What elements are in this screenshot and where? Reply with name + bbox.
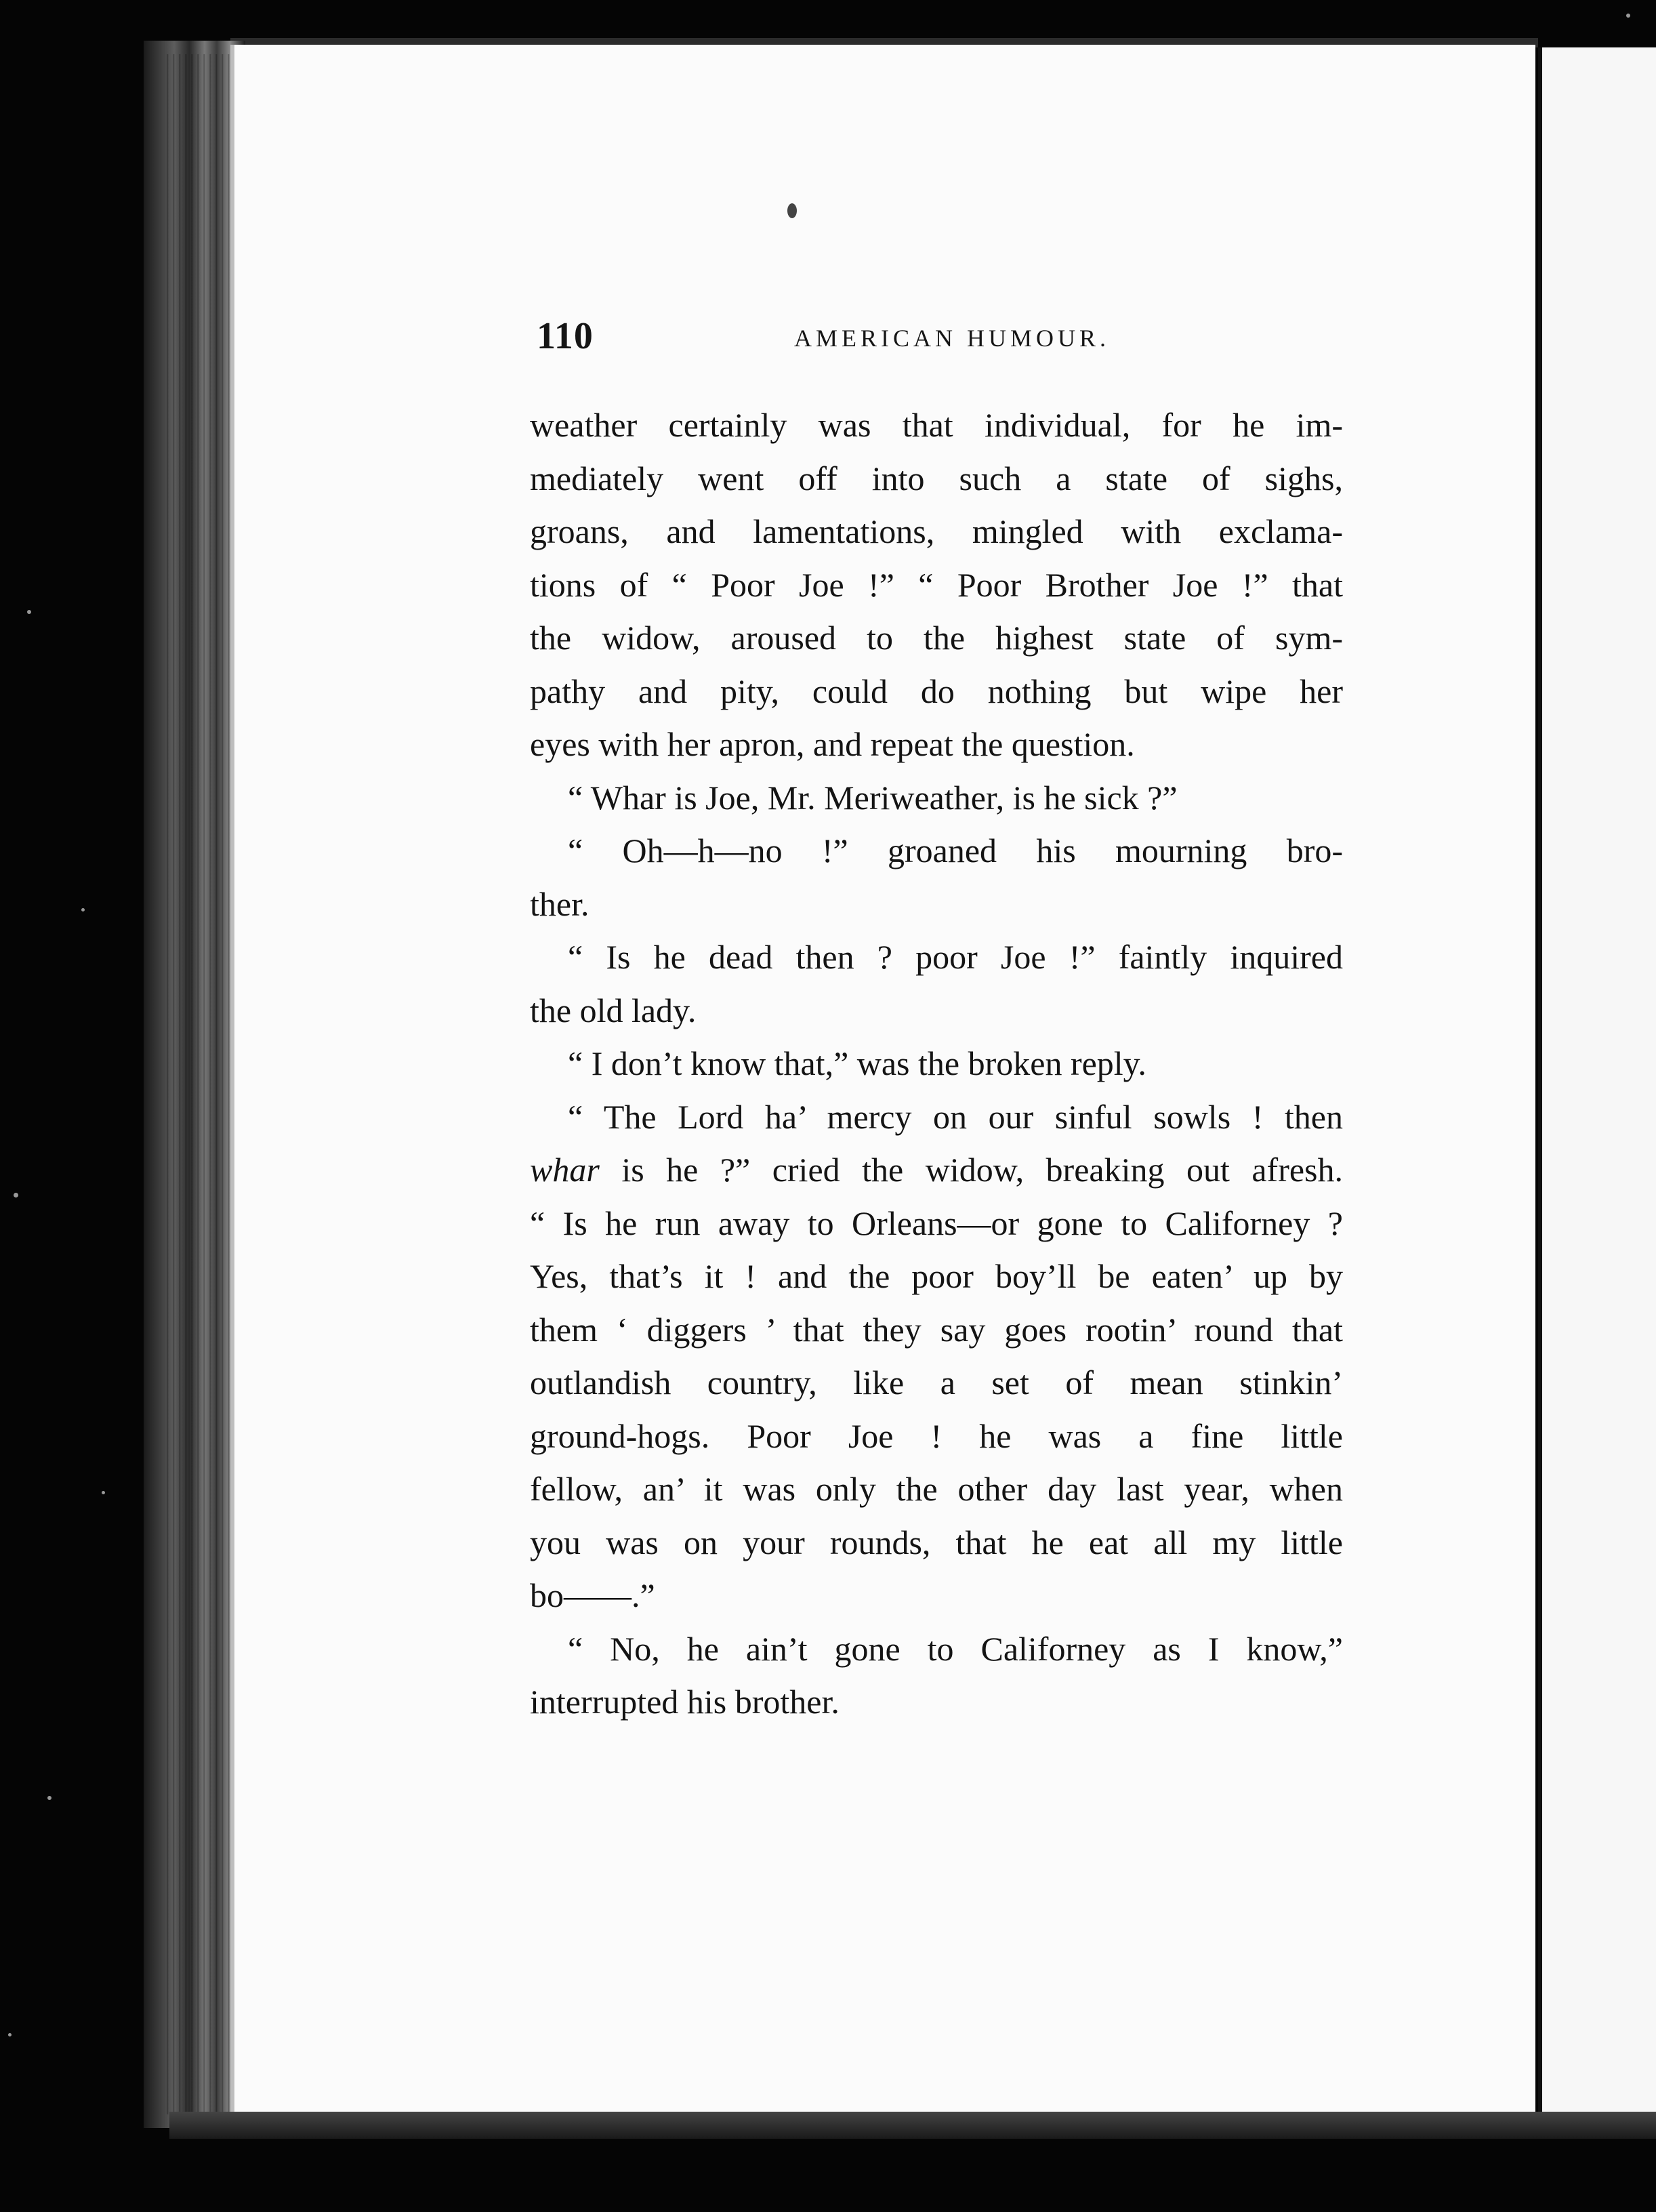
page-number: 110 (537, 315, 594, 357)
text-line: bo——.” (530, 1576, 655, 1614)
speckle (102, 1491, 105, 1494)
text-line: groans, and lamentations, mingled with exclama- (530, 512, 1343, 550)
text-line: “ Oh—h—no !” groaned his mourning bro- (568, 832, 1343, 869)
speckle (8, 2033, 12, 2036)
text-line-rest: is he ?” cried the widow, breaking out afresh. (621, 1151, 1344, 1189)
text-line: “ Whar is Joe, Mr. Meriweather, is he sick ?” (568, 778, 1178, 817)
text-line: Yes, that’s it ! and the poor boy’ll be eaten’ up by (530, 1257, 1343, 1295)
text-line: eyes with her apron, and repeat the question. (530, 725, 1135, 763)
text-line: outlandish country, like a set of mean stinkin’ (530, 1364, 1343, 1401)
body-text (530, 398, 1343, 1729)
speckle (1626, 14, 1630, 18)
text-line: “ No, he ain’t gone to Californey as I know,” (568, 1629, 1343, 1668)
text-line: pathy and pity, could do nothing but wipe her (530, 672, 1343, 710)
ink-mark (787, 203, 797, 218)
text-line: “ The Lord ha’ mercy on our sinful sowls ! then (568, 1097, 1343, 1136)
text-line: ther. (530, 884, 589, 923)
text-line: “ I don’t know that,” was the broken reply. (568, 1044, 1146, 1082)
text-line: fellow, an’ it was only the other day last year, when (530, 1470, 1343, 1508)
text-line: “ Is he run away to Orleans—or gone to Californey ? (530, 1204, 1343, 1242)
text-line: ground-hogs. Poor Joe ! he was a fine little (530, 1416, 1343, 1455)
text-line: the old lady. (530, 991, 697, 1029)
text-line-with-italic (530, 1143, 1343, 1197)
running-head: AMERICAN HUMOUR. (794, 325, 1111, 352)
text-line: “ Is he dead then ? poor Joe !” faintly inquired (568, 938, 1343, 976)
speckle (81, 908, 85, 912)
text-line: weather certainly was that individual, for he im- (530, 406, 1343, 444)
italic-word: whar (530, 1151, 600, 1189)
text-line: them ‘ diggers ’ that they say goes rootin’ round that (530, 1310, 1343, 1349)
page-header (537, 314, 1343, 362)
text-line: the widow, aroused to the highest state of sym- (530, 619, 1343, 657)
speckle (14, 1193, 18, 1197)
text-line: tions of “ Poor Joe !” “ Poor Brother Joe !” that (530, 565, 1343, 604)
page-edges (163, 54, 230, 2114)
speckle (27, 610, 31, 614)
text-line: you was on your rounds, that he eat all my little (530, 1523, 1343, 1561)
facing-page-edge (1538, 47, 1656, 2121)
text-line: interrupted his brother. (530, 1683, 840, 1721)
book-bottom-edge (169, 2112, 1656, 2139)
text-line: mediately went off into such a state of sighs, (530, 459, 1343, 497)
speckle (47, 1796, 51, 1800)
